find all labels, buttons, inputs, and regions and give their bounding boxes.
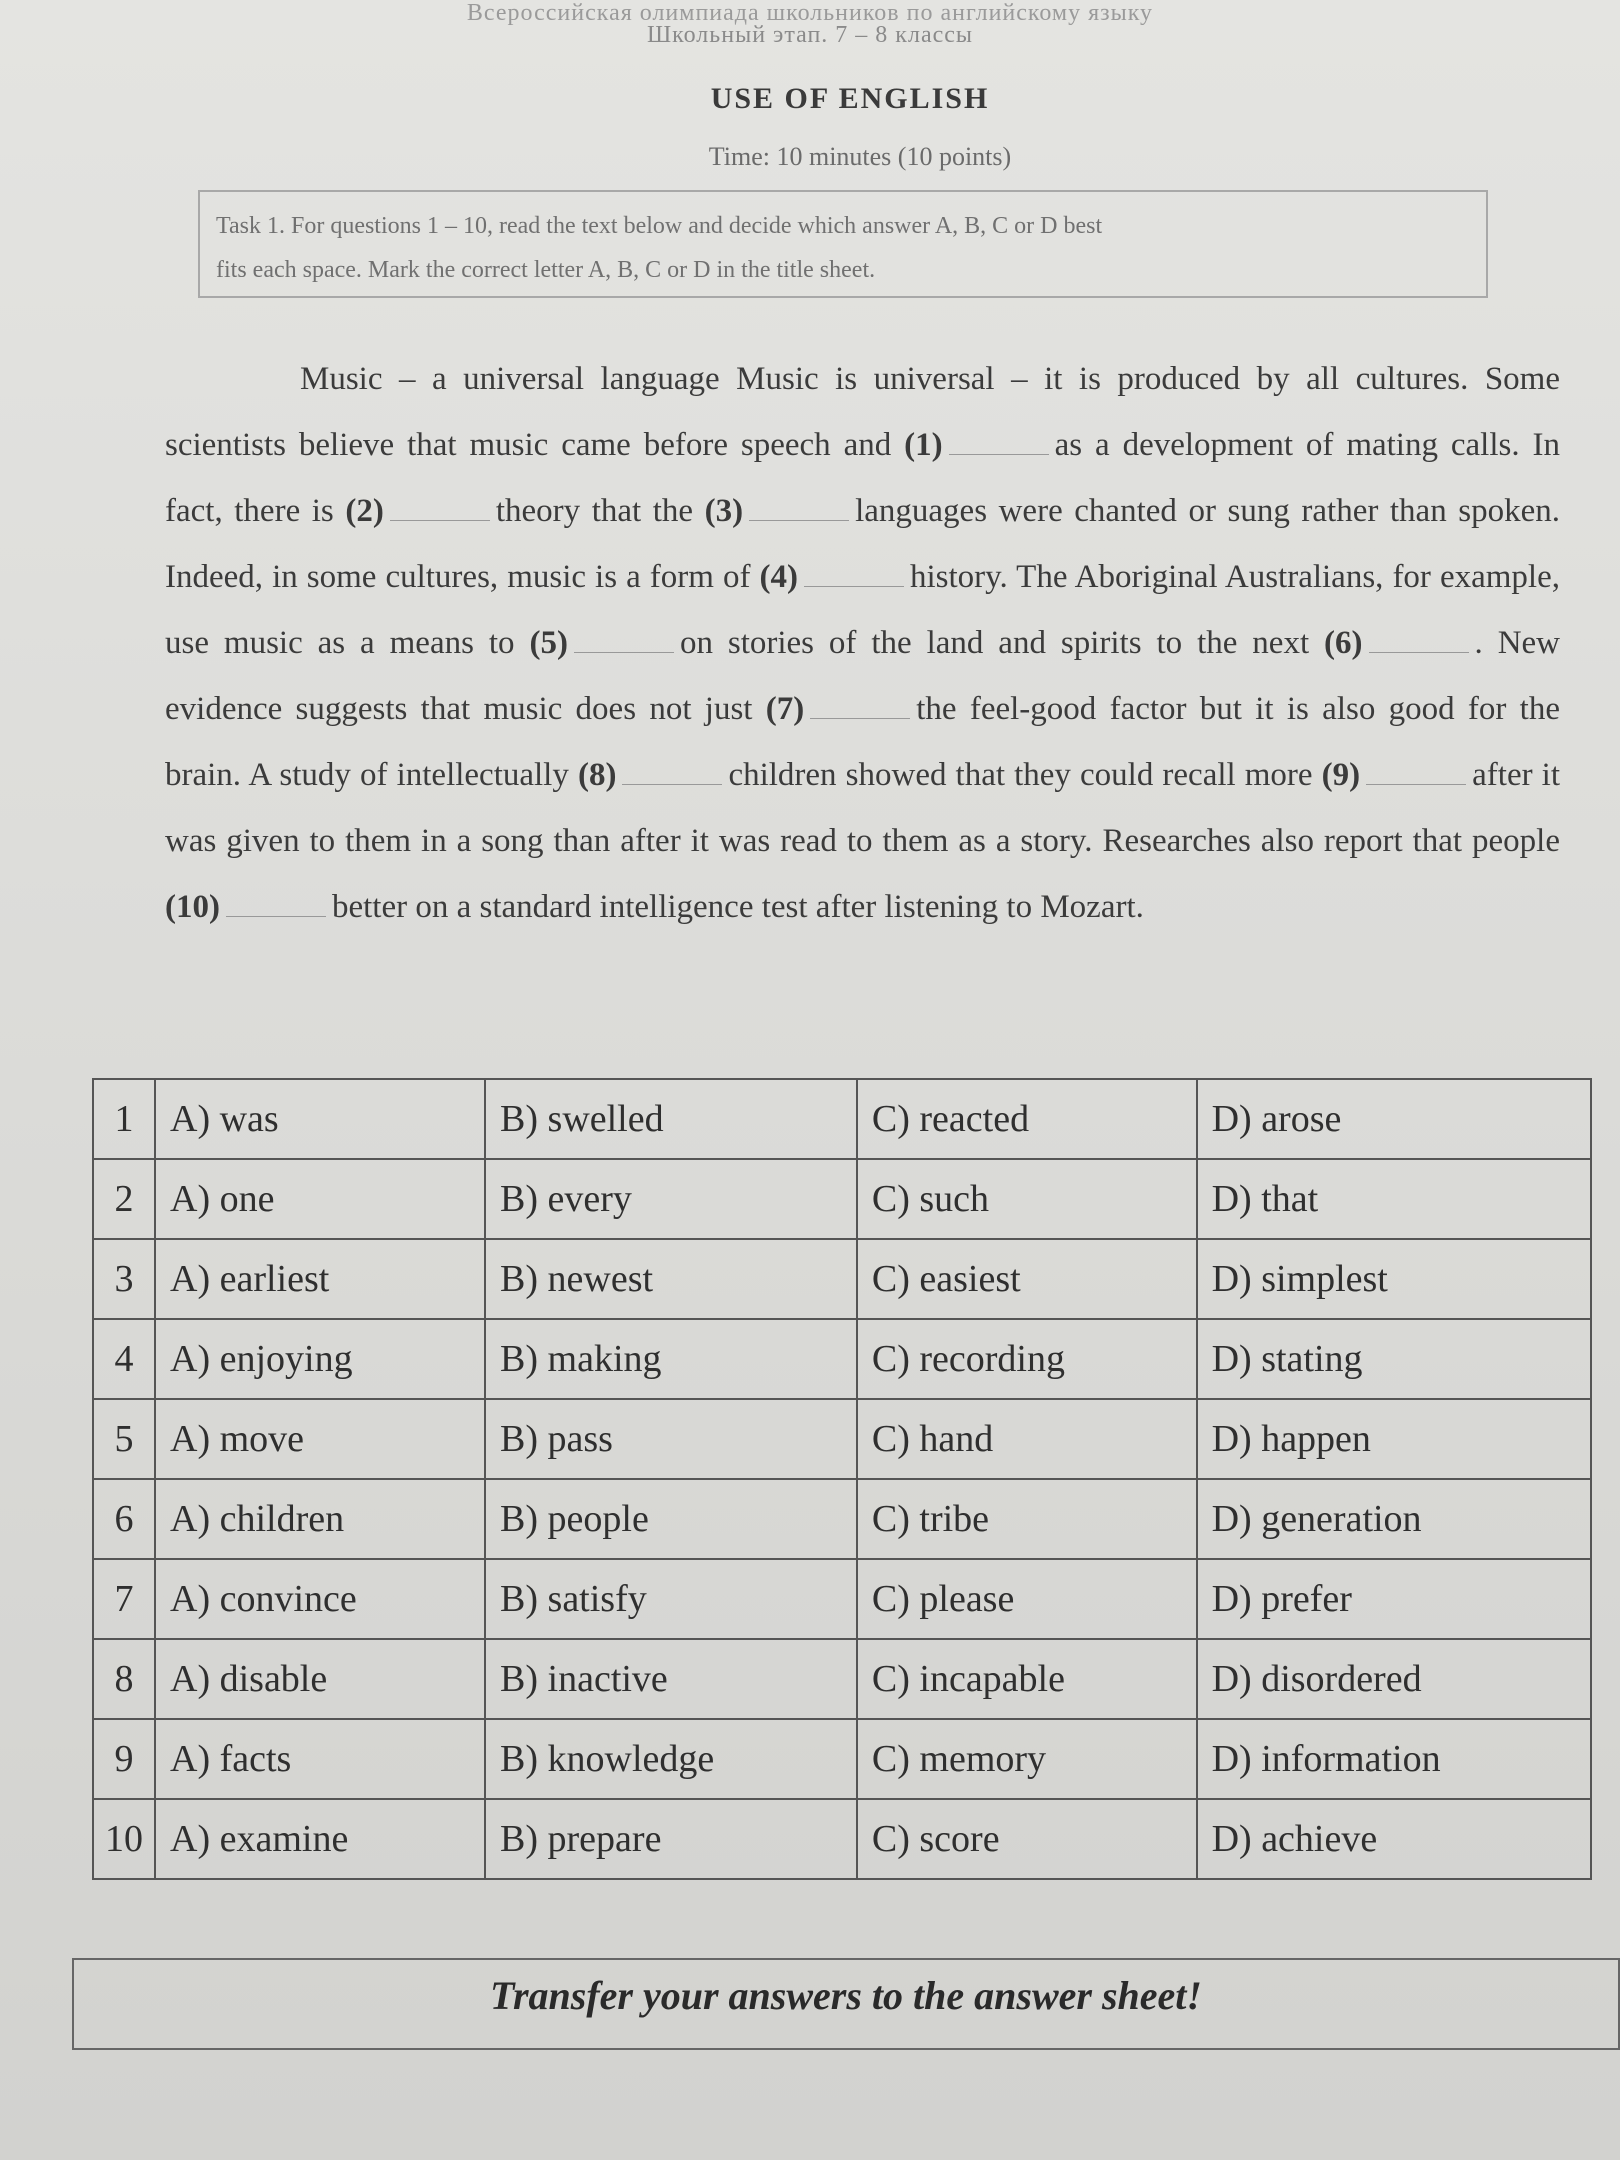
option-c: C) easiest bbox=[857, 1239, 1197, 1319]
option-row bbox=[93, 1639, 1591, 1719]
task-line-1: Task 1. For questions 1 – 10, read the text below and decide which answer A, B, C or D best bbox=[216, 213, 1103, 239]
question-number: 9 bbox=[93, 1719, 155, 1799]
question-number: 1 bbox=[93, 1079, 155, 1159]
option-c: C) reacted bbox=[857, 1079, 1197, 1159]
option-b: B) pass bbox=[485, 1399, 857, 1479]
option-b: B) newest bbox=[485, 1239, 857, 1319]
option-c: C) memory bbox=[857, 1719, 1197, 1799]
option-d: D) arose bbox=[1197, 1079, 1591, 1159]
option-d: D) stating bbox=[1197, 1319, 1591, 1399]
time-limit: Time: 10 minutes (10 points) bbox=[708, 142, 1012, 171]
option-c: C) such bbox=[857, 1159, 1197, 1239]
option-d: D) information bbox=[1197, 1719, 1591, 1799]
gap-blank bbox=[622, 783, 722, 785]
option-b: B) satisfy bbox=[485, 1559, 857, 1639]
option-d: D) simplest bbox=[1197, 1239, 1591, 1319]
section-title: USE OF ENGLISH bbox=[710, 82, 990, 115]
option-row bbox=[93, 1319, 1591, 1399]
gap-number: (1) bbox=[904, 427, 943, 463]
gap-number: (5) bbox=[529, 625, 568, 661]
gap-number: (2) bbox=[345, 493, 384, 529]
gap-number: (7) bbox=[765, 691, 805, 727]
option-c: C) incapable bbox=[857, 1639, 1197, 1719]
gap-blank bbox=[804, 585, 904, 587]
stage-header: Школьный этап. 7 – 8 классы bbox=[646, 22, 974, 48]
gap-number: (3) bbox=[704, 493, 744, 529]
option-a: A) children bbox=[155, 1479, 485, 1559]
option-b: B) swelled bbox=[485, 1079, 857, 1159]
passage-text: . New evidence suggests that music does not just bbox=[165, 625, 1561, 727]
passage-text: the feel-good factor but it is also good for the brain. A study of intellectually bbox=[165, 691, 1560, 793]
gap-blank bbox=[390, 519, 490, 521]
option-b: B) making bbox=[485, 1319, 857, 1399]
gap-blank bbox=[810, 717, 910, 719]
gap-blank bbox=[749, 519, 849, 521]
option-b: B) prepare bbox=[485, 1799, 857, 1879]
option-d: D) happen bbox=[1197, 1399, 1591, 1479]
option-b: B) people bbox=[485, 1479, 857, 1559]
option-row bbox=[93, 1239, 1591, 1319]
option-d: D) achieve bbox=[1197, 1799, 1591, 1879]
question-number: 4 bbox=[93, 1319, 155, 1399]
gap-number: (10) bbox=[165, 889, 220, 925]
task-instructions bbox=[198, 190, 1488, 298]
gap-number: (6) bbox=[1324, 625, 1363, 661]
answer-options-table bbox=[92, 1078, 1592, 1880]
option-a: A) examine bbox=[155, 1799, 485, 1879]
question-number: 5 bbox=[93, 1399, 155, 1479]
question-number: 6 bbox=[93, 1479, 155, 1559]
passage-text: after it was given to them in a song than after it was read to them as a story. Researches also report that people bbox=[165, 757, 1561, 859]
option-row bbox=[93, 1079, 1591, 1159]
option-d: D) disordered bbox=[1197, 1639, 1591, 1719]
question-number: 2 bbox=[93, 1159, 155, 1239]
question-number: 8 bbox=[93, 1639, 155, 1719]
option-c: C) hand bbox=[857, 1399, 1197, 1479]
option-a: A) facts bbox=[155, 1719, 485, 1799]
option-row bbox=[93, 1799, 1591, 1879]
passage-text: history. The Aboriginal Australians, for example, use music as a means to bbox=[165, 559, 1560, 661]
option-b: B) knowledge bbox=[485, 1719, 857, 1799]
gap-blank bbox=[226, 915, 326, 917]
question-number: 7 bbox=[93, 1559, 155, 1639]
passage-text: better on a standard intelligence test after listening to Mozart. bbox=[331, 889, 1144, 925]
task-line-2: fits each space. Mark the correct letter A, B, C or D in the title sheet. bbox=[216, 257, 876, 283]
gap-number: (4) bbox=[759, 559, 798, 595]
gap-number: (9) bbox=[1321, 757, 1361, 793]
option-row bbox=[93, 1479, 1591, 1559]
option-a: A) was bbox=[155, 1079, 485, 1159]
option-a: A) move bbox=[155, 1399, 485, 1479]
option-row bbox=[93, 1719, 1591, 1799]
option-row bbox=[93, 1559, 1591, 1639]
passage-paragraph bbox=[165, 346, 1560, 940]
gap-blank bbox=[1369, 651, 1469, 653]
option-c: C) tribe bbox=[857, 1479, 1197, 1559]
gap-blank bbox=[1366, 783, 1466, 785]
question-number: 10 bbox=[93, 1799, 155, 1879]
passage-text: on stories of the land and spirits to the next bbox=[679, 625, 1310, 661]
passage-text: children showed that they could recall more bbox=[728, 757, 1313, 793]
gap-blank bbox=[574, 651, 674, 653]
option-row bbox=[93, 1159, 1591, 1239]
option-a: A) convince bbox=[155, 1559, 485, 1639]
olympiad-header: Всероссийская олимпиада школьников по английскому языку bbox=[466, 0, 1154, 26]
option-a: A) one bbox=[155, 1159, 485, 1239]
option-c: C) score bbox=[857, 1799, 1197, 1879]
option-b: B) every bbox=[485, 1159, 857, 1239]
option-c: C) recording bbox=[857, 1319, 1197, 1399]
option-b: B) inactive bbox=[485, 1639, 857, 1719]
passage-text: as a development of mating calls. In fact, there is bbox=[165, 427, 1560, 529]
option-d: D) that bbox=[1197, 1159, 1591, 1239]
option-a: A) enjoying bbox=[155, 1319, 485, 1399]
question-number: 3 bbox=[93, 1239, 155, 1319]
reading-passage bbox=[165, 346, 1560, 940]
transfer-answers-note: Transfer your answers to the answer sheet! bbox=[72, 1958, 1620, 2050]
option-d: D) prefer bbox=[1197, 1559, 1591, 1639]
option-d: D) generation bbox=[1197, 1479, 1591, 1559]
option-c: C) please bbox=[857, 1559, 1197, 1639]
passage-text: theory that the bbox=[495, 493, 694, 529]
gap-number: (8) bbox=[577, 757, 617, 793]
option-a: A) disable bbox=[155, 1639, 485, 1719]
passage-text: languages were chanted or sung rather than spoken. Indeed, in some cultures, music is a form of bbox=[165, 493, 1560, 595]
passage-text: Music – a universal language Music is universal – it is produced by all cultures. Some scientists believe that music came before speech and bbox=[165, 361, 1560, 463]
gap-blank bbox=[949, 453, 1049, 455]
option-row bbox=[93, 1399, 1591, 1479]
option-a: A) earliest bbox=[155, 1239, 485, 1319]
